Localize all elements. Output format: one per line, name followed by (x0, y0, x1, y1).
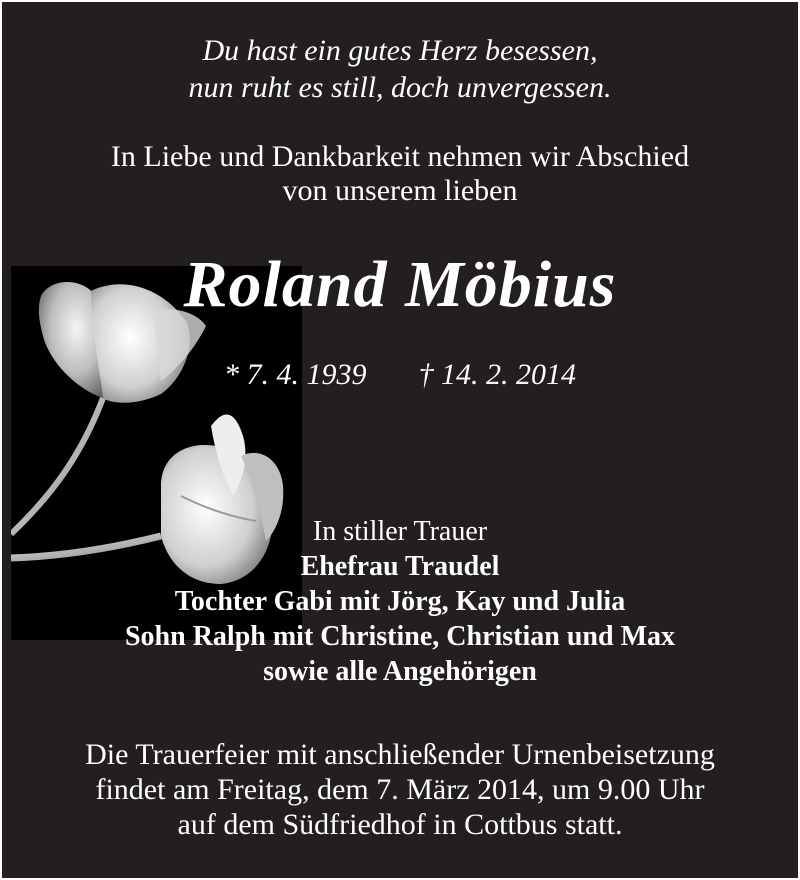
mourner-line: Sohn Ralph mit Christine, Christian und Max (124, 621, 675, 652)
ceremony-line-2: findet am Freitag, dem 7. März 2014, um 9.00 Uhr (95, 773, 705, 806)
mourning-heading: In stiller Trauer (312, 516, 488, 547)
verse-line-2: nun ruht es still, doch unvergessen. (188, 71, 612, 104)
mourner-line: Tochter Gabi mit Jörg, Kay und Julia (174, 586, 626, 617)
intro-line-2: von unserem lieben (282, 174, 518, 207)
ceremony-line-1: Die Trauerfeier mit anschließender Urnenbeisetzung (85, 738, 715, 771)
birth-date: * 7. 4. 1939 (224, 358, 367, 391)
deceased-name: Roland Möbius (183, 248, 617, 321)
death-date: † 14. 2. 2014 (418, 358, 576, 391)
mourner-line: Ehefrau Traudel (300, 551, 500, 582)
obituary-notice (2, 2, 798, 878)
notice-text (2, 2, 798, 878)
intro-line-1: In Liebe und Dankbarkeit nehmen wir Abschied (110, 140, 690, 173)
ceremony-line-3: auf dem Südfriedhof in Cottbus statt. (177, 808, 623, 841)
life-dates (2, 357, 798, 393)
verse-line-1: Du hast ein gutes Herz besessen, (202, 34, 598, 67)
mourner-line: sowie alle Angehörigen (263, 656, 537, 687)
mourners-block (2, 514, 798, 689)
ceremony-details (2, 737, 798, 842)
memorial-verse (2, 32, 798, 106)
farewell-intro (2, 140, 798, 208)
